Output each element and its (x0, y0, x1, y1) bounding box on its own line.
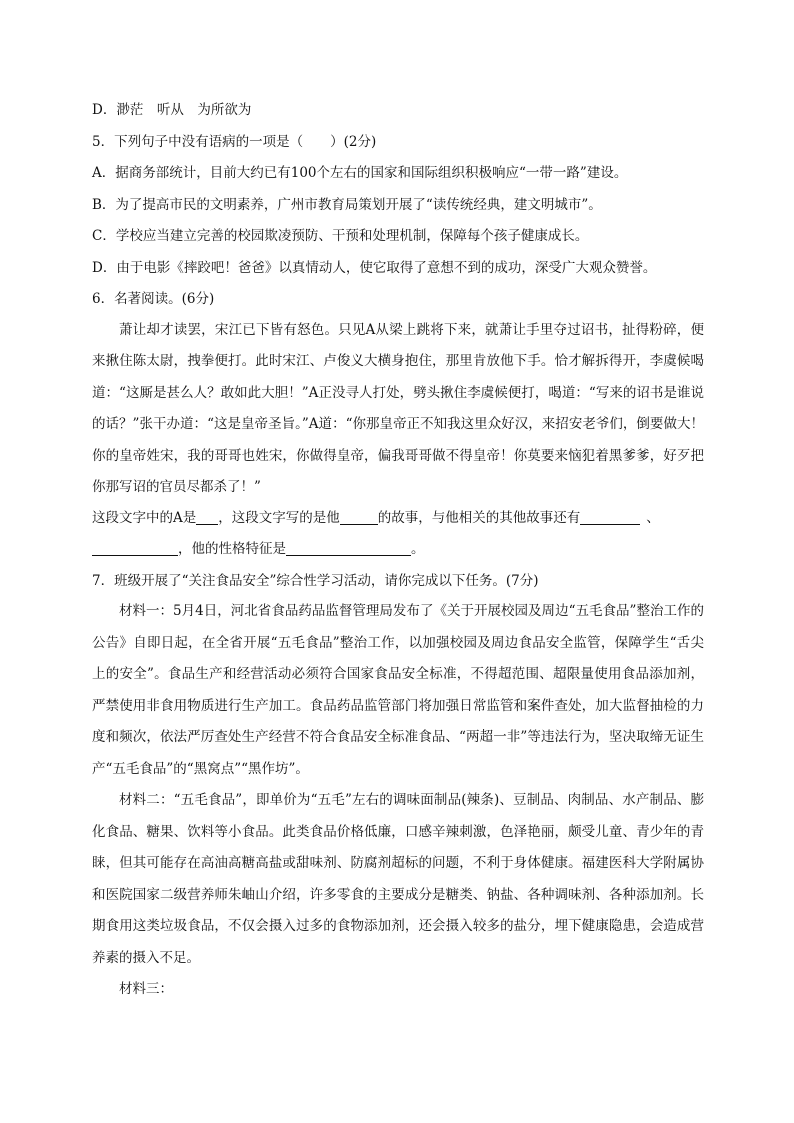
q7-material-1: 材料一：5月4日，河北省食品药品监督管理局发布了《关于开展校园及周边“五毛食品”整治工作的公告》自即日起，在全省开展“五毛食品”整治工作，以加强校园及周边食品安全监管，保障学生“舌尖上的安全”。食品生产和经营活动必须符合国家食品安全标准，不得超范围、超限量使用食品添加剂，严禁使用非食用物质进行生产加工。食品药品监管部门将加强日常监管和案件查处，加大监督抽检的力度和频次，依法严厉查处生产经营不符合食品安全标准食品、“两超一非”等违法行为，坚决取缔无证生产“五毛食品”的“黑窝点”“黑作坊”。 (92, 603, 704, 777)
q5-option-a: A．据商务部统计，目前大约已有100个左右的国家和国际组织积极响应“一带一路”建设。 (92, 165, 628, 181)
q7-stem: 7．班级开展了“关注食品安全”综合性学习活动，请你完成以下任务。(7分) (92, 572, 539, 589)
q6-question-line2 (92, 536, 704, 568)
answer-blank-character[interactable] (286, 539, 411, 556)
q6-passage: 萧让却才读罢，宋江已下皆有怒色。只见A从梁上跳将下来，就萧让手里夺过诏书，扯得粉碎，便来揪住陈太尉，拽拳便打。此时宋江、卢俊义大横身抱住，那里肯放他下手。恰才解拆得开，李虞候喝道：“这厮是甚么人？敢如此大胆！”A正没寻人打处，劈头揪住李虞候便打，喝道：“写来的诏书是谁说的话？”张干办道：“这是皇帝圣旨。”A道：“你那皇帝正不知我这里众好汉，来招安老爷们，倒要做大！你的皇帝姓宋，我的哥哥也姓宋，你做得皇帝，偏我哥哥做不得皇帝！你莫要来恼犯着黑爹爹，好歹把你那写诏的官员尽都杀了！” (92, 321, 704, 495)
q6-question-part3: 的故事，与他相关的其他故事还有 (377, 509, 581, 526)
q5-option-b: B．为了提高市民的文明素养，广州市教育局策划开展了“读传统经典，建文明城市”。 (92, 196, 602, 213)
q4-option-d: D．渺茫 听从 为所欲为 (92, 102, 252, 118)
answer-blank-a[interactable] (196, 508, 218, 525)
q6-question-part5: ，他的性格特征是 (178, 541, 286, 557)
answer-blank-other-story-2[interactable] (92, 539, 178, 556)
q6-question-part6: 。 (411, 541, 425, 557)
q5-stem: 5．下列句子中没有语病的一项是（ ）(2分) (92, 133, 377, 150)
q7-material-3: 材料三： (119, 981, 173, 997)
q6-question (92, 505, 704, 537)
answer-blank-other-story-1[interactable] (580, 508, 640, 525)
answer-blank-story[interactable] (340, 508, 378, 525)
q6-question-part2: ，这段文字写的是他 (218, 509, 340, 526)
q7-material-2: 材料二：“五毛食品”，即单价为“五毛”左右的调味面制品(辣条)、豆制品、肉制品、水产制品、膨化食品、糖果、饮料等小食品。此类食品价格低廉，口感辛辣刺激，色泽艳丽，颇受儿童、青少年的青睐，但其可能存在高油高糖高盐或甜味剂、防腐剂超标的问题，不利于身体健康。福建医科大学附属协和医院国家二级营养师朱岫山介绍，许多零食的主要成分是糖类、钠盐、各种调味剂、各种添加剂。长期食用这类垃圾食品，不仅会摄入过多的食物添加剂，还会摄入较多的盐分，埋下健康隐患，会造成营养素的摄入不足。 (92, 792, 704, 966)
q6-question-part4: 、 (646, 509, 660, 526)
exam-page (92, 97, 704, 1006)
q5-option-c: C．学校应当建立完善的校园欺凌预防、干预和处理机制，保障每个孩子健康成长。 (92, 228, 589, 244)
q6-stem: 6．名著阅读。(6分) (92, 291, 215, 307)
q6-question-part1: 这段文字中的A是 (92, 509, 197, 526)
q5-option-d: D．由于电影《摔跤吧！爸爸》以真情动人，使它取得了意想不到的成功，深受广大观众赞誉。 (92, 259, 657, 276)
